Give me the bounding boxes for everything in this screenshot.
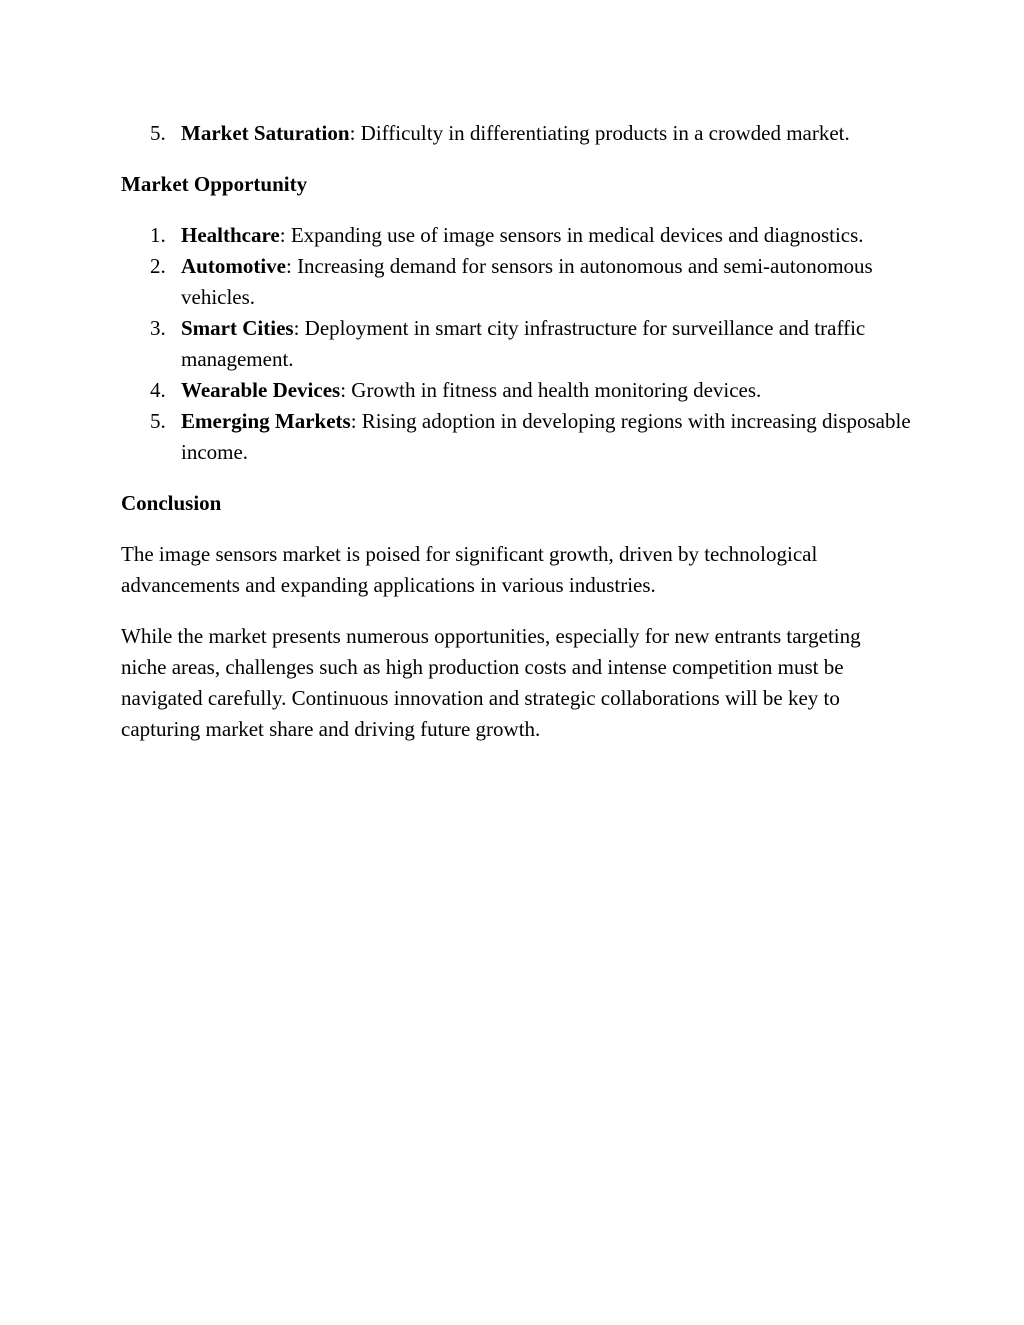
- list-term: Market Saturation: [181, 121, 350, 145]
- list-number: 5.: [150, 409, 166, 433]
- list-term: Automotive: [181, 254, 286, 278]
- conclusion-paragraph: The image sensors market is poised for significant growth, driven by technological advancements and expanding applications in various industries.: [121, 542, 818, 597]
- list-term: Smart Cities: [181, 316, 294, 340]
- list-term: Healthcare: [181, 223, 280, 247]
- section-heading-conclusion: Conclusion: [121, 491, 222, 515]
- list-item: [121, 406, 911, 468]
- list-text: : Difficulty in differentiating products in a crowded market.: [349, 121, 850, 145]
- list-text: : Deployment in smart city infrastructure for surveillance and traffic management.: [181, 316, 866, 371]
- list-term: Emerging Markets: [181, 409, 351, 433]
- opportunity-list: [121, 220, 911, 468]
- list-text: : Growth in fitness and health monitoring devices.: [340, 378, 762, 402]
- list-item: [121, 313, 911, 375]
- list-item: [121, 251, 911, 313]
- list-number: 2.: [150, 254, 166, 278]
- list-item: [121, 220, 911, 251]
- section-heading-market-opportunity: Market Opportunity: [121, 172, 308, 196]
- list-number: 3.: [150, 316, 166, 340]
- list-number: 4.: [150, 378, 166, 402]
- list-text: : Increasing demand for sensors in autonomous and semi-autonomous vehicles.: [181, 254, 873, 309]
- list-number: 5.: [150, 121, 166, 145]
- challenges-list-continued: [121, 118, 911, 149]
- list-number: 1.: [150, 223, 166, 247]
- list-item: [121, 118, 911, 149]
- list-text: : Expanding use of image sensors in medical devices and diagnostics.: [279, 223, 864, 247]
- list-item: [121, 375, 911, 406]
- conclusion-paragraph: While the market presents numerous opportunities, especially for new entrants targeting niche areas, challenges such as high production costs and intense competition must be navigated carefully. Continuous innovation and strategic collaborations will be key to capturing market share and driving future growth.: [121, 624, 861, 741]
- list-term: Wearable Devices: [181, 378, 341, 402]
- document-page: [121, 118, 911, 765]
- list-text: : Rising adoption in developing regions with increasing disposable income.: [181, 409, 911, 464]
